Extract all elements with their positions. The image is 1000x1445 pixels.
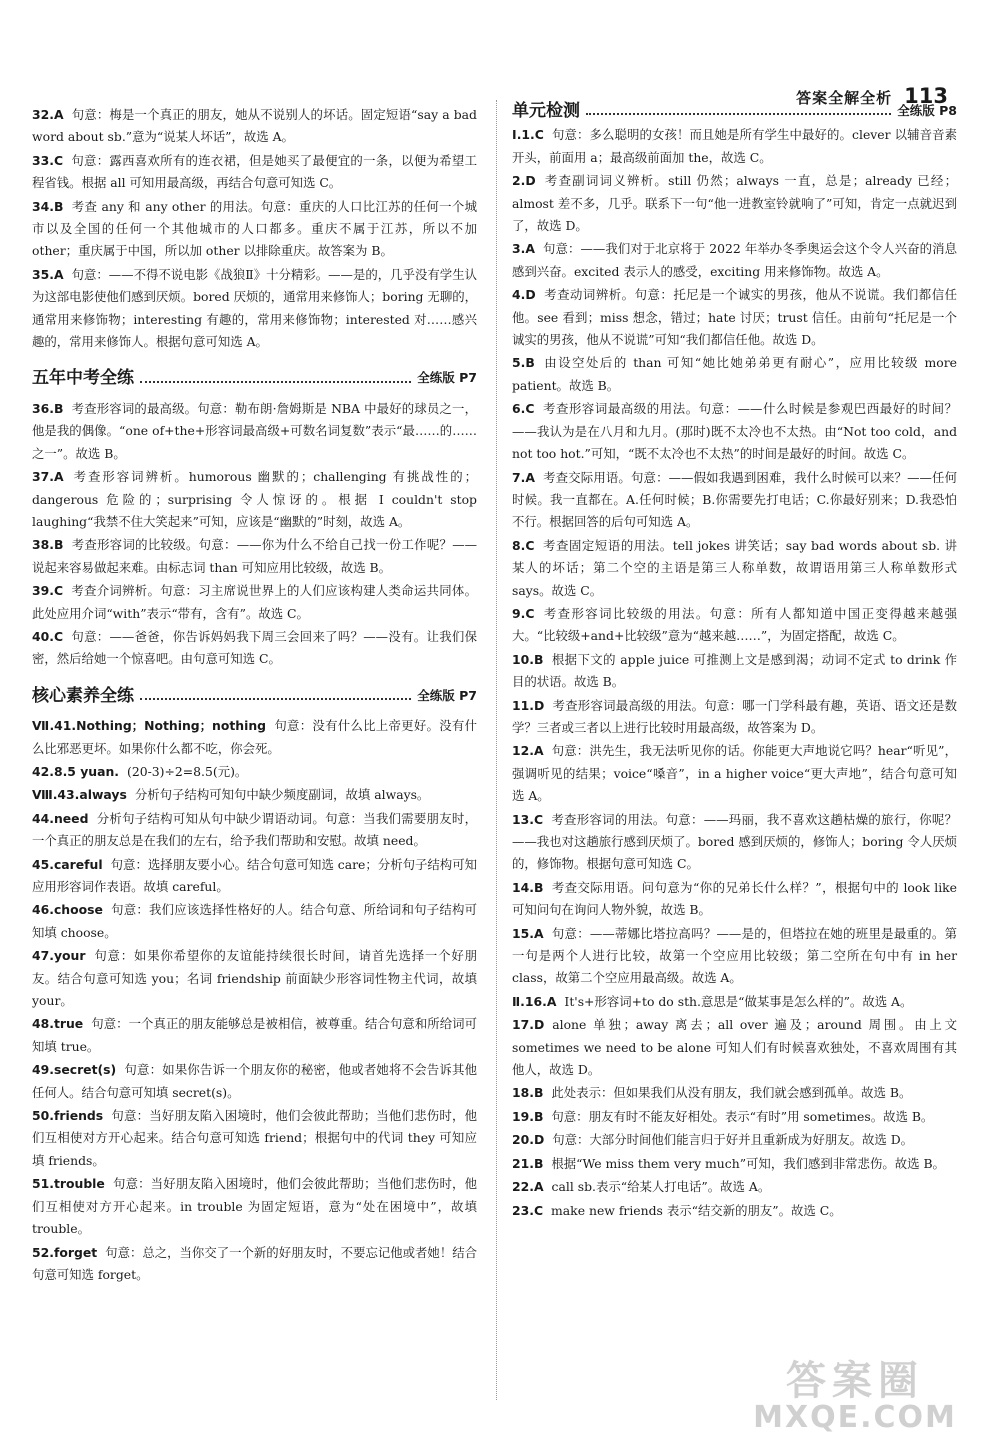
answer-explanation: 句意：朋友有时不能友好相处。表示“有时”用 sometimes。故选 B。 [551, 1108, 934, 1124]
answer-entry [512, 923, 957, 990]
answer-explanation: (20-3)÷2=8.5(元)。 [127, 763, 248, 779]
answer-explanation: 句意：多么聪明的女孩！而且她是所有学生中最好的。clever 以辅音音素开头，前面用 a；最高级前面加 the，故选 C。 [512, 127, 957, 165]
answer-number: 38.B [32, 537, 64, 553]
answer-explanation: 句意：——蒂娜比塔拉高吗？——是的，但塔拉在她的班里是最重的。第一句是两个人进行比较，故第一个空应用比较级；第二空所在句中有 in her class，故第二个空应用最高级。故选 A。 [512, 925, 957, 986]
answer-entry [32, 945, 477, 1012]
answer-entry [32, 1105, 477, 1172]
answer-entry [512, 1106, 957, 1128]
answer-entry [512, 238, 957, 283]
answer-entry [512, 1082, 957, 1104]
answer-explanation: 句意：当好朋友陷入困境时，他们会彼此帮助；当他们悲伤时，他们互相使对方开心起来。in trouble 为固定短语，意为“处在困境中”，故填 trouble。 [32, 1176, 477, 1237]
answer-explanation: 考查固定短语的用法。tell jokes 讲笑话；say bad words about sb. 讲某人的坏话；第二个空的主语是第三人称单数，故谓语用第三人称单数形式 says。故选 C。 [512, 537, 957, 598]
answer-entry [32, 104, 477, 149]
answer-explanation: 句意：选择朋友要小心。结合句意可知选 care；分析句子结构可知应用形容词作表语。故填 careful。 [32, 856, 477, 894]
section-edition: 全练版 P8 [897, 103, 957, 118]
answer-number: 48.true [32, 1016, 84, 1032]
right-column [512, 100, 957, 1223]
answer-number: 15.A [512, 925, 544, 941]
answer-number: 10.B [512, 651, 544, 667]
answer-entry [32, 534, 477, 579]
answer-entry [512, 695, 957, 740]
answer-number: 40.C [32, 628, 64, 644]
answer-number: 9.C [512, 605, 535, 621]
answer-entry [32, 580, 477, 625]
answer-explanation: 考查形容词的比较级。句意：——你为什么不给自己找一份工作呢？——说起来容易做起来难。由标志词 than 可知应用比较级，故选 B。 [32, 537, 477, 575]
answer-explanation: 句意：——不得不说电影《战狼Ⅱ》十分精彩。——是的，几乎没有学生认为这部电影使他们感到厌烦。bored 厌烦的，通常用来修饰人；boring 无聊的，通常用来修饰物；interesting 有趣的，常用来修饰物；interested 对……感兴趣的，常用来修饰人。根据句意可知选 A。 [32, 266, 477, 350]
section-leader-dots [140, 381, 411, 383]
answer-explanation: 句意：当好朋友陷入困境时，他们会彼此帮助；当他们悲伤时，他们互相使对方开心起来。结合句意可知选 friend；根据句中的代词 they 可知应填 friends。 [32, 1108, 477, 1168]
answer-explanation: 句意：如果你告诉一个朋友你的秘密，他或者她将不会告诉其他任何人。结合句意可知填 secret(s)。 [32, 1062, 477, 1100]
answer-entry [512, 124, 957, 169]
section-edition: 全练版 P7 [417, 370, 477, 386]
answer-number: 2.D [512, 173, 536, 189]
answer-explanation: 考查形容词最高级的用法。句意：哪一门学科最有趣，英语、语文还是数学？三者或三者以上进行比较时用最高级，故答案为 D。 [512, 697, 957, 735]
answer-number: 20.D [512, 1132, 545, 1148]
answer-entry [512, 991, 957, 1013]
answer-entry [512, 284, 957, 351]
answer-explanation: 句意：大部分时间他们能言归于好并且重新成为好朋友。故选 D。 [552, 1132, 914, 1148]
section-edition: 全练版 P7 [417, 687, 477, 703]
answer-entry [512, 467, 957, 534]
answer-entry [32, 1013, 477, 1058]
answer-entry [32, 899, 477, 944]
answer-number: 33.C [32, 152, 64, 168]
answer-number: 19.B [512, 1108, 544, 1124]
answer-number: 45.careful [32, 856, 103, 872]
answer-entry [512, 1153, 957, 1175]
left-column [32, 104, 477, 1287]
answer-number: 51.trouble [32, 1176, 105, 1192]
answer-entry [512, 1176, 957, 1198]
answer-entry [32, 398, 477, 465]
answer-entry [32, 715, 477, 760]
answer-explanation: 考查交际用语。句意：——假如我遇到困难，我什么时候可以来？——任何时候。我一直都在。A.任何时候；B.你需要先打电话；C.你最好别来；D.我恐怕不行。根据回答的后句可知选 A。 [512, 469, 957, 530]
answer-entry [512, 535, 957, 602]
section-wunian [32, 367, 477, 389]
section-title: 核心素养全练 [32, 685, 134, 706]
answer-explanation: 此处表示：但如果我们从没有朋友，我们就会感到孤单。故选 B。 [551, 1085, 912, 1101]
page-number: 113 [904, 84, 948, 108]
section-hexin [32, 685, 477, 707]
watermark-top: 答案圈 [786, 1358, 924, 1404]
answer-number: Ⅷ.43.always [32, 787, 127, 803]
answer-number: 50.friends [32, 1108, 104, 1124]
answer-explanation: 根据下文的 apple juice 可推测上文是感到渴；动词不定式 to drink 作目的状语。故选 B。 [512, 651, 957, 690]
answer-number: 47.your [32, 948, 86, 964]
answer-number: 44.need [32, 810, 89, 826]
answer-number: Ⅶ.41.Nothing；Nothing；nothing [32, 718, 267, 734]
answer-number: Ⅱ.16.A [512, 993, 557, 1009]
answer-entry [32, 854, 477, 899]
answer-entry [32, 196, 477, 263]
answer-explanation: alone 单独；away 离去；all over 遍及；around 周围。由上文 sometimes we need to be alone 可知人们有时候喜欢独处，不喜欢周围有其他人，故选 D。 [512, 1017, 957, 1078]
answer-number: 39.C [32, 583, 64, 599]
answer-entry [32, 808, 477, 853]
answer-number: Ⅰ.1.C [512, 127, 544, 143]
column-divider [496, 100, 497, 1400]
answer-entry [512, 740, 957, 807]
answer-explanation: 考查形容词辨析。humorous 幽默的；challenging 有挑战性的；dangerous 危险的；surprising 令人惊讶的。根据 I couldn't stop laughing“我禁不住大笑起来”可知，应该是“幽默的”时刻，故选 A。 [32, 469, 477, 529]
answer-number: 14.B [512, 879, 544, 895]
answer-number: 6.C [512, 401, 535, 417]
answer-number: 17.D [512, 1017, 545, 1033]
left-mid-answers [32, 398, 477, 671]
answer-number: 37.A [32, 469, 64, 485]
answer-entry [32, 626, 477, 671]
answer-explanation: 句意：洪先生，我无法听见你的话。你能更大声地说它吗？hear“听见”，强调听见的结果；voice“嗓音”，in a higher voice“更大声地”，结合句意可知选 A。 [512, 743, 957, 804]
answer-number: 13.C [512, 811, 544, 827]
header-title: 答案全解全析 [796, 89, 893, 107]
left-top-answers [32, 104, 477, 353]
answer-explanation: make new friends 表示“结交新的朋友”。故选 C。 [551, 1202, 842, 1218]
answer-number: 11.D [512, 697, 545, 713]
answer-entry [512, 170, 957, 237]
section-leader-dots [140, 698, 411, 700]
answer-entry [512, 877, 957, 922]
answer-explanation: 考查 any 和 any other 的用法。句意：重庆的人口比江苏的任何一个城市以及全国的任何一个其他城市的人口都多。重庆不属于江苏，所以不加 other；重庆属于中国，所以加 other 以排除重庆。故答案为 B。 [32, 198, 477, 259]
answer-number: 5.B [512, 355, 535, 371]
answer-explanation: 分析句子结构可知从句中缺少谓语动词。句意：当我们需要朋友时，一个真正的朋友总是在我们的左右，给予我们帮助和安慰。故填 need。 [32, 810, 477, 849]
answer-explanation: 句意：——我们对于北京将于 2022 年举办冬季奥运会这个令人兴奋的消息感到兴奋。excited 表示人的感受，exciting 用来修饰物。故选 A。 [512, 241, 957, 279]
answer-explanation: 考查形容词最高级的用法。句意：——什么时候是参观巴西最好的时间？——我认为是在八月和九月。(那时)既不太冷也不太热。由“Not too cold，and not too hot.”可知，“既不太冷也不太热”的时间是最好的时间。故选 C。 [512, 401, 957, 462]
section-danyuan [512, 100, 957, 122]
answer-explanation: 句意：露西喜欢所有的连衣裙，但是她买了最便宜的一条，以便为希望工程省钱。根据 all 可知用最高级，再结合句意可知选 C。 [32, 152, 477, 191]
answer-number: 22.A [512, 1179, 544, 1195]
answer-entry [512, 1200, 957, 1222]
answer-entry [512, 1129, 957, 1151]
section-title: 单元检测 [512, 101, 580, 121]
answer-number: 3.A [512, 241, 535, 257]
section-title: 五年中考全练 [32, 368, 134, 389]
answer-explanation: 考查交际用语。问句意为“你的兄弟长什么样？”，根据句中的 look like 可知问句在询问人物外貌，故选 B。 [512, 879, 957, 918]
watermark-bottom: MXQE.COM [753, 1400, 957, 1435]
answer-entry [32, 784, 477, 806]
answer-entry [32, 150, 477, 195]
answer-explanation: 句意：如果你希望你的友谊能持续很长时间，请首先选择一个好朋友。结合句意可知选 you；名词 friendship 前面缺少形容词性物主代词，故填 your。 [32, 948, 477, 1009]
answer-entry [512, 603, 957, 648]
answer-explanation: 分析句子结构可知句中缺少频度副词，故填 always。 [134, 787, 430, 803]
answer-entry [512, 1014, 957, 1081]
answer-explanation: 考查形容词比较级的用法。句意：所有人都知道中国正变得越来越强大。“比较级+and+比较级”意为“越来越……”，为固定搭配，故选 C。 [512, 605, 957, 644]
answer-explanation: 考查介词辨析。句意：习主席说世界上的人们应该构建人类命运共同体。此处应用介词“with”表示“带有，含有”。故选 C。 [32, 583, 477, 621]
section-leader-dots [586, 113, 891, 115]
answer-explanation: 句意：梅是一个真正的朋友，她从不说别人的坏话。固定短语“say a bad word about sb.”意为“说某人坏话”，故选 A。 [32, 107, 477, 145]
answer-entry [32, 761, 477, 783]
answer-number: 21.B [512, 1155, 544, 1171]
answer-explanation: 句意：一个真正的朋友能够总是被相信，被尊重。结合句意和所给词可知填 true。 [32, 1016, 477, 1054]
answer-entry [512, 398, 957, 465]
answer-number: 23.C [512, 1202, 544, 1218]
answer-number: 8.C [512, 537, 535, 553]
answer-explanation: 根据“We miss them very much”可知，我们感到非常悲伤。故选 B。 [551, 1155, 945, 1171]
answer-number: 4.D [512, 287, 536, 303]
answer-number: 12.A [512, 743, 544, 759]
answer-entry [512, 352, 957, 397]
answer-explanation: 句意：——爸爸，你告诉妈妈我下周三会回来了吗？——没有。让我们保密，然后给她一个惊喜吧。由句意可知选 C。 [32, 628, 477, 667]
answer-explanation: 由设空处后的 than 可知“她比她弟弟更有耐心”，应用比较级 more patient。故选 B。 [512, 355, 957, 393]
answer-number: 34.B [32, 198, 64, 214]
answer-explanation: 考查动词辨析。句意：托尼是一个诚实的男孩，他从不说谎。我们都信任他。see 看到；miss 想念，错过；hate 讨厌；trust 信任。由前句“托尼是一个诚实的男孩，他从不说谎”可知“我们都信任他。故选 D。 [512, 287, 957, 348]
answer-explanation: 句意：没有什么比上帝更好。没有什么比邪恶更坏。如果你什么都不吃，你会死。 [32, 718, 477, 756]
answer-number: 7.A [512, 469, 535, 485]
answer-entry [32, 1059, 477, 1104]
answer-number: 49.secret(s) [32, 1062, 117, 1078]
answer-number: 36.B [32, 400, 64, 416]
answer-number: 46.choose [32, 902, 103, 918]
answer-number: 32.A [32, 107, 64, 122]
answer-number: 42.8.5 yuan. [32, 763, 120, 779]
answer-entry [32, 466, 477, 533]
answer-number: 52.forget [32, 1244, 98, 1260]
site-watermark-logo [740, 1357, 970, 1437]
answer-entry [32, 1173, 477, 1240]
answer-entry [512, 809, 957, 876]
answer-explanation: 句意：总之，当你交了一个新的好朋友时，不要忘记他或者她！结合句意可知选 forget。 [32, 1244, 477, 1282]
answer-number: 18.B [512, 1085, 544, 1101]
right-answers [512, 124, 957, 1222]
answer-explanation: call sb.表示“给某人打电话”。故选 A。 [551, 1179, 771, 1195]
answer-entry [32, 264, 477, 354]
left-bottom-answers [32, 715, 477, 1286]
answer-explanation: It's+形容词+to do sth.意思是“做某事是怎么样的”。故选 A。 [564, 993, 913, 1009]
answer-entry [512, 649, 957, 694]
answer-explanation: 考查形容词的用法。句意：——玛丽，我不喜欢这趟枯燥的旅行，你呢？——我也对这趟旅行感到厌烦了。bored 感到厌烦的，修饰人；boring 令人厌烦的，修饰物。根据句意可知选 C。 [512, 811, 957, 872]
answer-explanation: 考查副词词义辨析。still 仍然；always 一直，总是；already 已经；almost 差不多，几乎。联系下一句“他一进教室铃就响了”可知，肯定一点就迟到了，故选 D。 [512, 173, 957, 234]
answer-number: 35.A [32, 266, 64, 282]
answer-explanation: 句意：我们应该选择性格好的人。结合句意、所给词和句子结构可知填 choose。 [32, 902, 477, 940]
answer-entry [32, 1242, 477, 1287]
answer-explanation: 考查形容词的最高级。句意：勒布朗·詹姆斯是 NBA 中最好的球员之一，他是我的偶像。“one of+the+形容词最高级+可数名词复数”表示“最……的……之一”。故选 B。 [32, 400, 477, 461]
